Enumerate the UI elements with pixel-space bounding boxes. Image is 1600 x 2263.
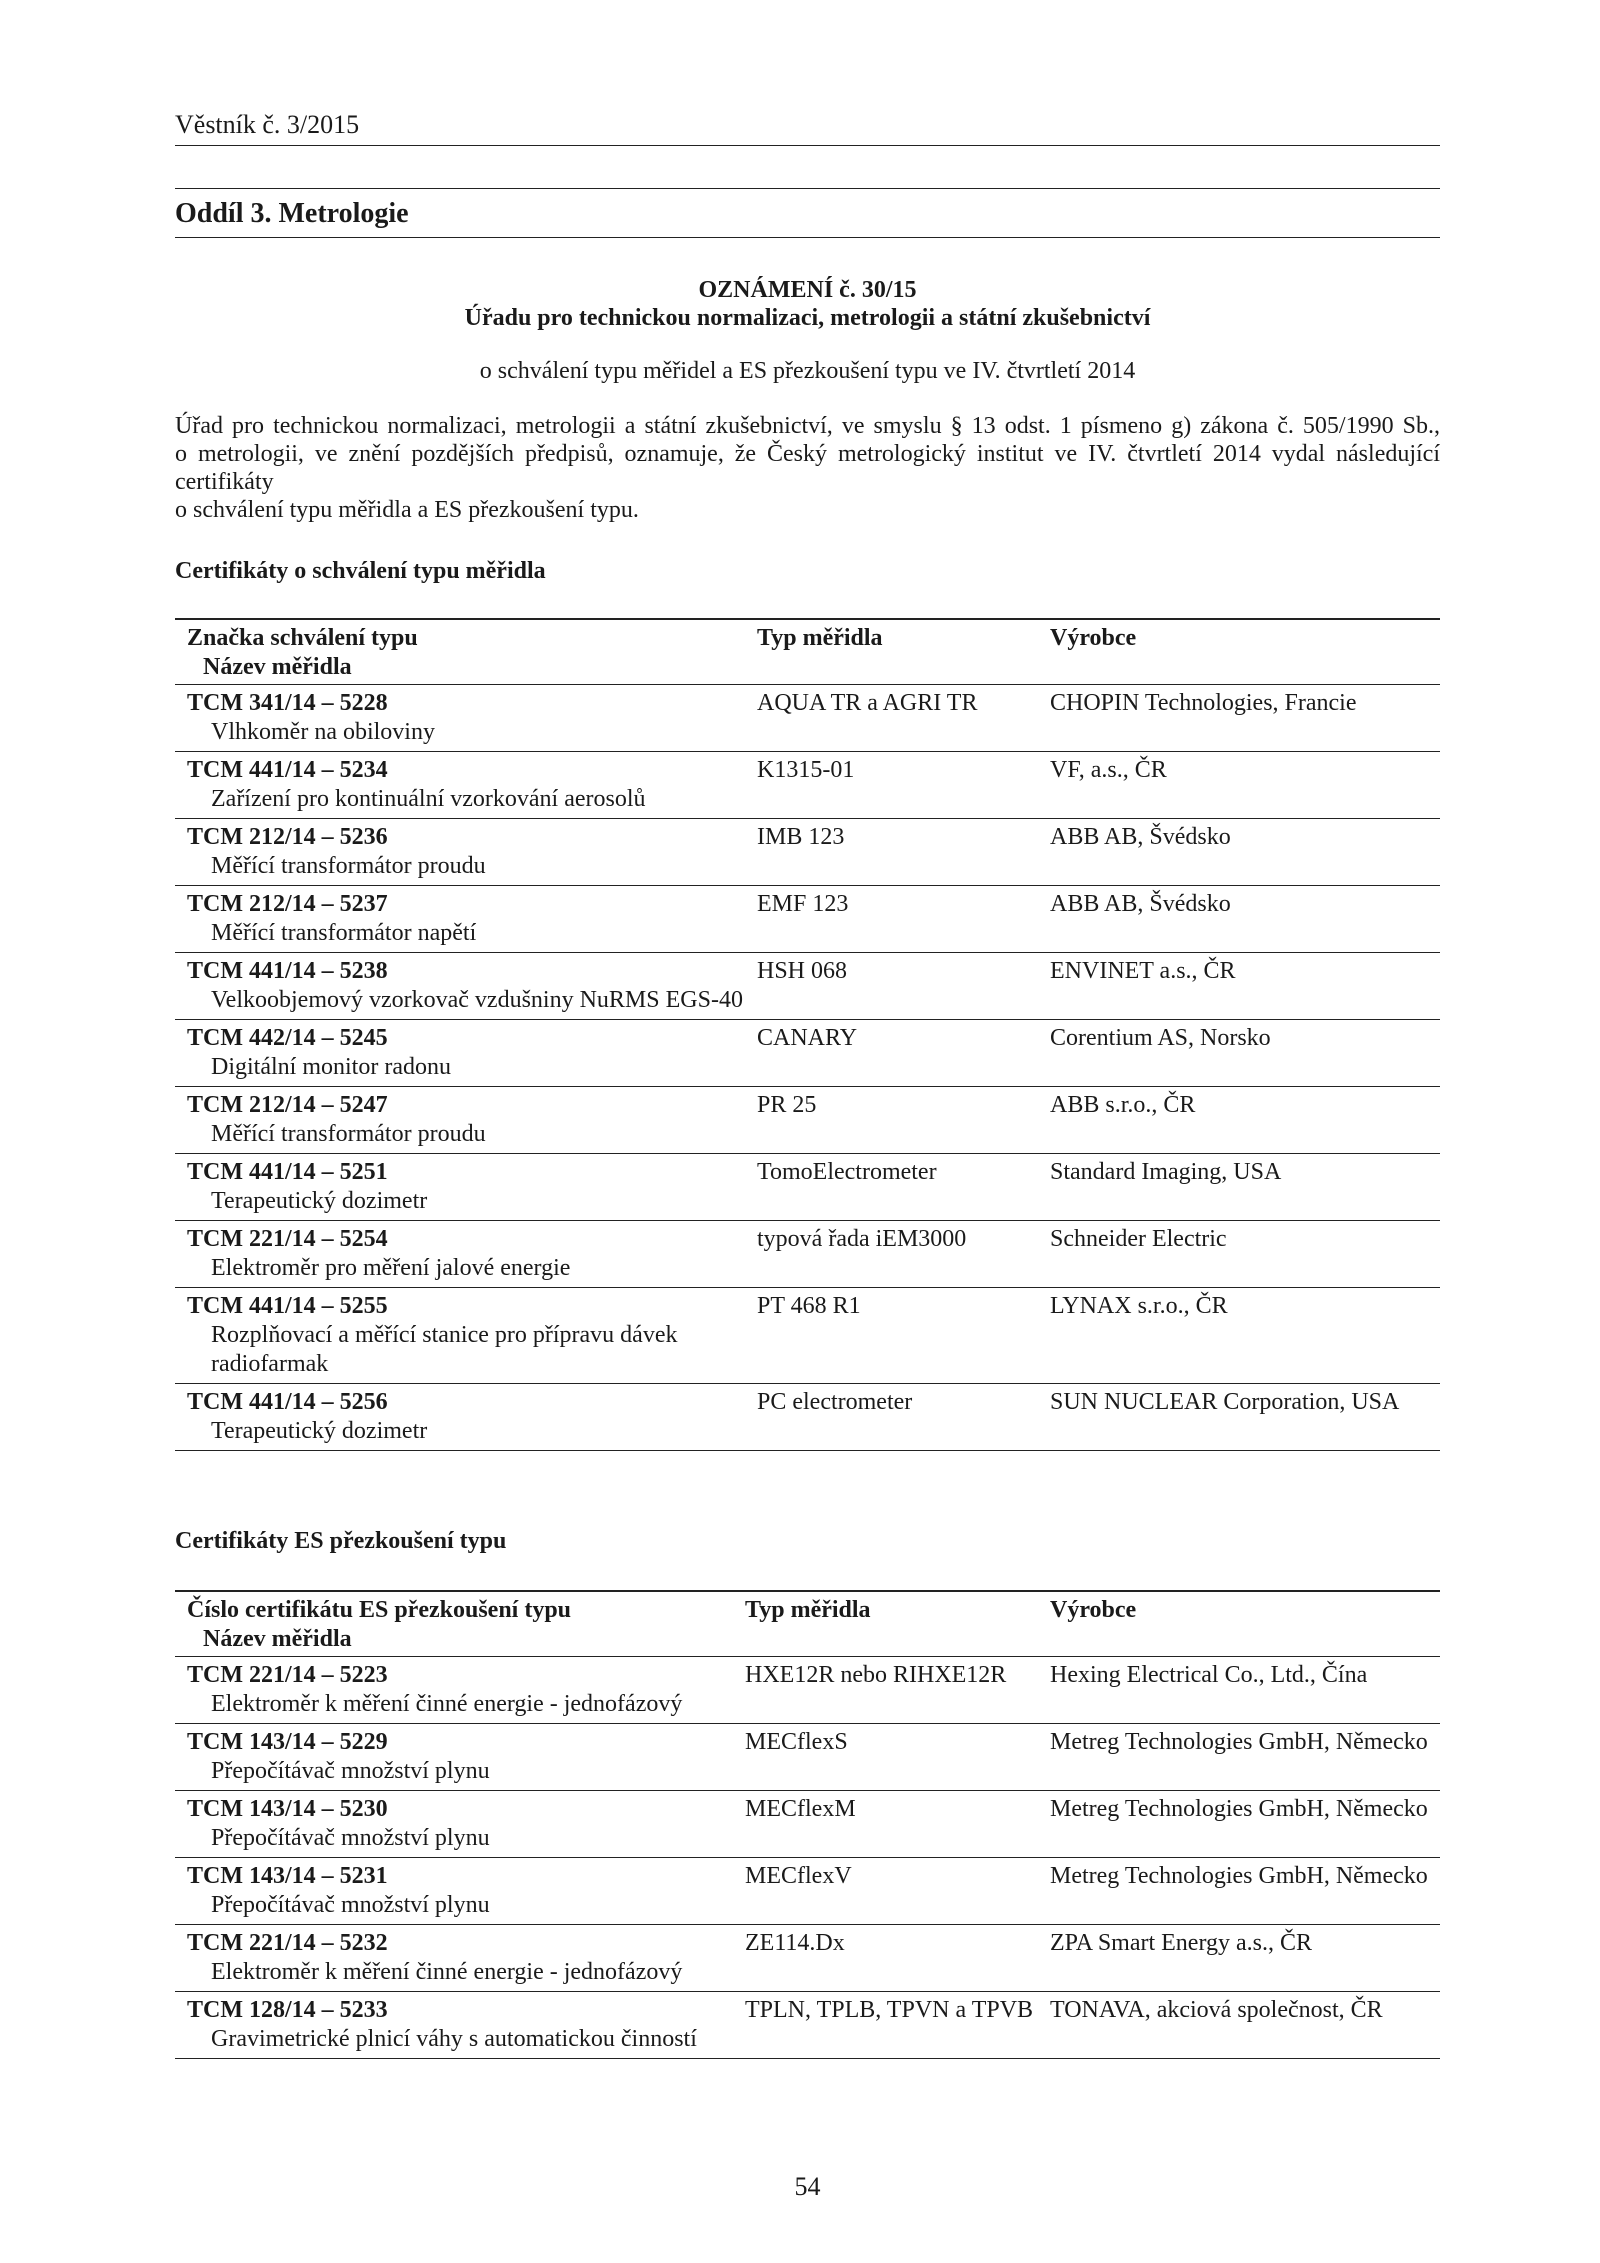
column-header-certificate-number: [175, 1591, 745, 1657]
instrument-name: Měřící transformátor proudu: [211, 853, 486, 879]
cell-certificate: [175, 1221, 757, 1288]
certificate-code: TCM 212/14 – 5236: [187, 824, 388, 850]
table-row: [175, 1384, 1440, 1451]
instrument-name: Měřící transformátor proudu: [211, 1121, 486, 1147]
table-row: [175, 886, 1440, 953]
table-row: [175, 819, 1440, 886]
manufacturer: CHOPIN Technologies, Francie: [1050, 690, 1357, 716]
instrument-type: CANARY: [757, 1025, 858, 1051]
intro-paragraph: [175, 412, 1440, 524]
instrument-name: Přepočítávač množství plynu: [211, 1825, 490, 1851]
column-header-sublabel: Název měřidla: [203, 654, 352, 680]
column-header-type: Typ měřidla: [757, 625, 883, 651]
instrument-name: Terapeutický dozimetr: [211, 1418, 428, 1444]
table-row: [175, 1288, 1440, 1384]
cell-certificate: [175, 819, 757, 886]
table-row: [175, 752, 1440, 819]
instrument-type: K1315-01: [757, 757, 855, 783]
certificate-code: TCM 143/14 – 5230: [187, 1796, 388, 1822]
instrument-type: MECflexS: [745, 1729, 848, 1755]
instrument-name: Terapeutický dozimetr: [211, 1188, 428, 1214]
table-row: [175, 685, 1440, 752]
column-header-label: Značka schválení typu: [187, 625, 418, 651]
intro-line: Úřad pro technickou normalizaci, metrologii a státní zkušebnictví, ve smyslu § 13 odst. 1 písmeno g) zákona č. 505/1990 Sb.,: [175, 413, 1440, 439]
instrument-name: Digitální monitor radonu: [211, 1054, 451, 1080]
cell-certificate: [175, 1657, 745, 1724]
manufacturer: ABB AB, Švédsko: [1050, 824, 1231, 850]
manufacturer: SUN NUCLEAR Corporation, USA: [1050, 1389, 1400, 1415]
instrument-type: typová řada iEM3000: [757, 1226, 967, 1252]
manufacturer: ABB AB, Švédsko: [1050, 891, 1231, 917]
manufacturer: Metreg Technologies GmbH, Německo: [1050, 1729, 1428, 1755]
certificate-code: TCM 442/14 – 5245: [187, 1025, 388, 1051]
column-header-sublabel: Název měřidla: [203, 1626, 352, 1652]
ec-examination-table: [175, 1590, 1440, 2059]
instrument-name: Elektroměr k měření činné energie - jednofázový: [211, 1691, 683, 1717]
instrument-type: IMB 123: [757, 824, 845, 850]
notice-subject: o schválení typu měřidel a ES přezkoušení typu ve IV. čtvrtletí 2014: [479, 358, 1136, 384]
section-rule-bottom: [175, 237, 1440, 238]
section-rule-top: [175, 188, 1440, 189]
instrument-name: Gravimetrické plnicí váhy s automatickou činností: [211, 2026, 697, 2052]
manufacturer: VF, a.s., ČR: [1050, 757, 1167, 783]
instrument-name: Velkoobjemový vzorkovač vzdušniny NuRMS EGS-40: [211, 987, 743, 1013]
table-row: [175, 1992, 1440, 2059]
certificate-code: TCM 221/14 – 5254: [187, 1226, 388, 1252]
instrument-type: HSH 068: [757, 958, 848, 984]
cell-certificate: [175, 1925, 745, 1992]
instrument-type: AQUA TR a AGRI TR: [757, 690, 978, 716]
cell-certificate: [175, 1858, 745, 1925]
ec-examination-heading: Certifikáty ES přezkoušení typu: [175, 1528, 507, 1554]
section-title: Oddíl 3. Metrologie: [175, 198, 409, 229]
cell-certificate: [175, 685, 757, 752]
instrument-name: Zařízení pro kontinuální vzorkování aerosolů: [211, 786, 646, 812]
manufacturer: LYNAX s.r.o., ČR: [1050, 1293, 1228, 1319]
instrument-name: Elektroměr pro měření jalové energie: [211, 1255, 571, 1281]
notice-issuer: Úřadu pro technickou normalizaci, metrologii a státní zkušebnictví: [464, 305, 1151, 331]
certificate-code: TCM 441/14 – 5255: [187, 1293, 388, 1319]
certificate-code: TCM 212/14 – 5237: [187, 891, 388, 917]
certificate-code: TCM 441/14 – 5256: [187, 1389, 388, 1415]
column-header-label: Číslo certifikátu ES přezkoušení typu: [187, 1597, 572, 1623]
cell-certificate: [175, 1724, 745, 1791]
table-row: [175, 1858, 1440, 1925]
table-row: [175, 1925, 1440, 1992]
cell-certificate: [175, 1384, 757, 1451]
cell-certificate: [175, 1087, 757, 1154]
manufacturer: ZPA Smart Energy a.s., ČR: [1050, 1930, 1313, 1956]
manufacturer: Hexing Electrical Co., Ltd., Čína: [1050, 1662, 1368, 1688]
type-approval-heading: Certifikáty o schválení typu měřidla: [175, 558, 546, 584]
instrument-type: EMF 123: [757, 891, 849, 917]
instrument-name: Přepočítávač množství plynu: [211, 1892, 490, 1918]
table-row: [175, 953, 1440, 1020]
instrument-type: ZE114.Dx: [745, 1930, 845, 1956]
instrument-name: Elektroměr k měření činné energie - jednofázový: [211, 1959, 683, 1985]
table-header-row: [175, 619, 1440, 685]
certificate-code: TCM 221/14 – 5232: [187, 1930, 388, 1956]
instrument-type: TomoElectrometer: [757, 1159, 937, 1185]
manufacturer: Metreg Technologies GmbH, Německo: [1050, 1863, 1428, 1889]
certificate-code: TCM 143/14 – 5229: [187, 1729, 388, 1755]
notice-title: OZNÁMENÍ č. 30/15: [698, 277, 917, 303]
column-header-approval-mark: [175, 619, 757, 685]
column-header-maker: Výrobce: [1050, 625, 1137, 651]
table-row: [175, 1724, 1440, 1791]
cell-certificate: [175, 1288, 757, 1384]
instrument-type: HXE12R nebo RIHXE12R: [745, 1662, 1007, 1688]
table-row: [175, 1221, 1440, 1288]
table-row: [175, 1020, 1440, 1087]
certificate-code: TCM 221/14 – 5223: [187, 1662, 388, 1688]
manufacturer: Corentium AS, Norsko: [1050, 1025, 1271, 1051]
page-number: 54: [794, 2172, 821, 2201]
manufacturer: Schneider Electric: [1050, 1226, 1227, 1252]
certificate-code: TCM 341/14 – 5228: [187, 690, 388, 716]
cell-certificate: [175, 953, 757, 1020]
manufacturer: Metreg Technologies GmbH, Německo: [1050, 1796, 1428, 1822]
header-rule: [175, 145, 1440, 146]
certificate-code: TCM 441/14 – 5234: [187, 757, 388, 783]
instrument-type: MECflexM: [745, 1796, 856, 1822]
running-header: Věstník č. 3/2015: [175, 110, 360, 139]
instrument-name: Měřící transformátor napětí: [211, 920, 477, 946]
cell-certificate: [175, 886, 757, 953]
manufacturer: ENVINET a.s., ČR: [1050, 958, 1236, 984]
table-header-row: [175, 1591, 1440, 1657]
manufacturer: Standard Imaging, USA: [1050, 1159, 1282, 1185]
cell-certificate: [175, 752, 757, 819]
instrument-name: Vlhkoměr na obiloviny: [211, 719, 435, 745]
instrument-type: PR 25: [757, 1092, 817, 1118]
cell-certificate: [175, 1020, 757, 1087]
table-row: [175, 1154, 1440, 1221]
cell-certificate: [175, 1791, 745, 1858]
intro-line: o schválení typu měřidla a ES přezkoušení typu.: [175, 497, 639, 523]
certificate-code: TCM 128/14 – 5233: [187, 1997, 388, 2023]
manufacturer: ABB s.r.o., ČR: [1050, 1092, 1196, 1118]
table-row: [175, 1791, 1440, 1858]
instrument-name: Rozplňovací a měřící stanice pro přípravu dávek radiofarmak: [211, 1322, 678, 1377]
instrument-name: Přepočítávač množství plynu: [211, 1758, 490, 1784]
type-approval-table: [175, 618, 1440, 1451]
certificate-code: TCM 441/14 – 5238: [187, 958, 388, 984]
cell-certificate: [175, 1154, 757, 1221]
column-header-maker: Výrobce: [1050, 1597, 1137, 1623]
instrument-type: TPLN, TPLB, TPVN a TPVB: [745, 1997, 1034, 2023]
certificate-code: TCM 143/14 – 5231: [187, 1863, 388, 1889]
certificate-code: TCM 441/14 – 5251: [187, 1159, 388, 1185]
cell-certificate: [175, 1992, 745, 2059]
instrument-type: PT 468 R1: [757, 1293, 861, 1319]
column-header-type: Typ měřidla: [745, 1597, 871, 1623]
table-row: [175, 1657, 1440, 1724]
instrument-type: PC electrometer: [757, 1389, 913, 1415]
manufacturer: TONAVA, akciová společnost, ČR: [1050, 1997, 1383, 2023]
instrument-type: MECflexV: [745, 1863, 852, 1889]
table-row: [175, 1087, 1440, 1154]
certificate-code: TCM 212/14 – 5247: [187, 1092, 388, 1118]
intro-line: o metrologii, ve znění pozdějších předpisů, oznamuje, že Český metrologický institut ve IV. čtvrtletí 2014 vydal následující certifikáty: [175, 441, 1440, 495]
